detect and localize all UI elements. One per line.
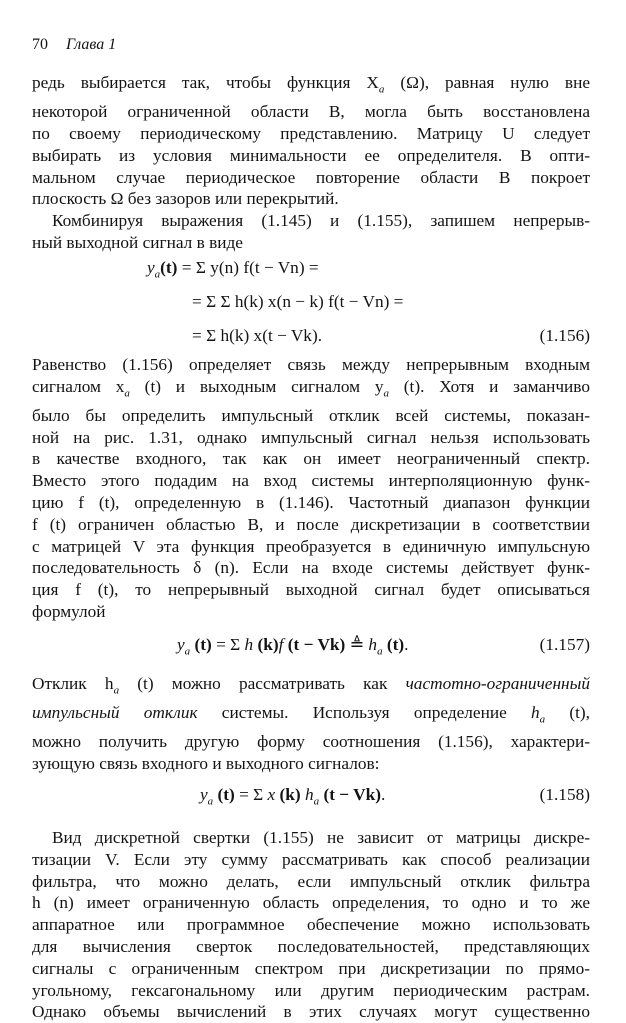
text-line: h (n) имеет ограниченную область определения, то одно и то же: [32, 893, 590, 913]
text-line: можно получить другую форму соотношения (1.156), характери-: [32, 732, 590, 752]
equation-label: (1.157): [539, 634, 590, 654]
equation-label: (1.158): [539, 784, 590, 804]
equation-line: $y_a(t) = \Sigma$ y(n) f(t − Vn) =: [147, 257, 319, 281]
text-line: плоскость Ω без зазоров или перекрытий.: [32, 189, 339, 209]
text-line: некоторой ограниченной области B, могла быть восстановлена: [32, 102, 590, 122]
text-line: Вместо этого подадим на вход системы интерполяционную функ-: [32, 471, 590, 491]
text-line: угольному, гексагональному или другим периодическим растрам.: [32, 980, 590, 1000]
text-line: Отклик $h_a$ (t) можно рассматривать как частотно-ограниченный: [32, 673, 590, 697]
equation-line: = Σ Σ h(k) x(n − k) f(t − Vn) =: [192, 291, 404, 311]
text-line: тизации V. Если эту сумму рассматривать как способ реализации: [32, 849, 590, 869]
paragraph-4: [32, 673, 590, 775]
page-header: [32, 36, 590, 58]
text-line: импульсный отклик системы. Используя определение $h_a$ (t),: [32, 703, 591, 726]
text-line: цию f (t), определенную в (1.146). Частотный диапазон функции: [32, 493, 590, 513]
text-line: мальном случае периодическое повторение области B покроет: [32, 167, 590, 187]
text-line: Равенство (1.156) определяет связь между непрерывным входным: [32, 354, 590, 374]
text-line: было бы определить импульсный отклик всей системы, показан-: [32, 405, 590, 425]
text-line: в качестве входного, так как он имеет неограниченный спектр.: [32, 449, 590, 469]
equation-line: $y_a$ (t) = Σ x (k) $h_a$ (t − Vk).: [200, 784, 386, 808]
equation-1157: [32, 623, 590, 673]
text-line: фильтра, что можно делать, если импульсный отклик фильтра: [32, 871, 590, 891]
equation-1156: [32, 254, 590, 354]
text-line: Вид дискретной свертки (1.155) не зависит от матрицы дискре-: [52, 827, 590, 847]
text-line: ция f (t), то непрерывный выходной сигнал будет описываться: [32, 580, 590, 600]
paragraph-2: [32, 210, 590, 254]
text-line: редь выбирается так, чтобы функция $X_a$ (Ω), равная нулю вне: [32, 73, 590, 96]
text-line: аппаратное или программное обеспечение можно использовать: [32, 915, 590, 935]
text-line: сигналом $x_a$ (t) и выходным сигналом $y_a$ (t). Хотя и заманчиво: [32, 376, 590, 400]
text-line: зующую связь входного и выходного сигналов:: [32, 754, 380, 774]
paragraph-5: [32, 827, 590, 1023]
text-line: сигналы с ограниченным спектром при дискретизации по прямо-: [32, 958, 590, 978]
text-line: по своему периодическому представлению. Матрицу U следует: [32, 124, 590, 144]
text-line: с матрицей V эта функция преобразуется в единичную импульсную: [32, 536, 590, 556]
text-line: f (t) ограничен областью B, и после дискретизации в соответствии: [32, 514, 590, 534]
equation-label: (1.156): [539, 325, 590, 345]
equation-line: $y_a$ (t) = Σ h (k)f (t − Vk) ≜ $h_a$ (t).: [177, 634, 409, 658]
text-line: Однако объемы вычислений в этих случаях могут существенно: [32, 1002, 590, 1022]
page-number: 70: [32, 36, 48, 53]
equation-line: = Σ h(k) x(t − Vk).: [192, 325, 323, 345]
text-line: последовательность δ (n). Если на входе системы действует функ-: [32, 558, 590, 578]
chapter-title: Глава 1: [66, 36, 117, 53]
text-line: ный выходной сигнал в виде: [32, 233, 243, 253]
paragraph-3: [32, 354, 590, 623]
text-line: Комбинируя выражения (1.145) и (1.155), запишем непрерыв-: [52, 211, 590, 231]
text-line: для вычисления сверток последовательностей, представляющих: [32, 936, 590, 956]
text-line: ной на рис. 1.31, однако импульсный сигнал нельзя использовать: [32, 427, 590, 447]
paragraph-1: [32, 72, 590, 210]
equation-1158: [32, 775, 590, 823]
text-line: выбирать из условия минимальности ее определителя. В опти-: [32, 145, 590, 165]
text-line: формулой: [32, 602, 106, 622]
page: [32, 36, 590, 1023]
